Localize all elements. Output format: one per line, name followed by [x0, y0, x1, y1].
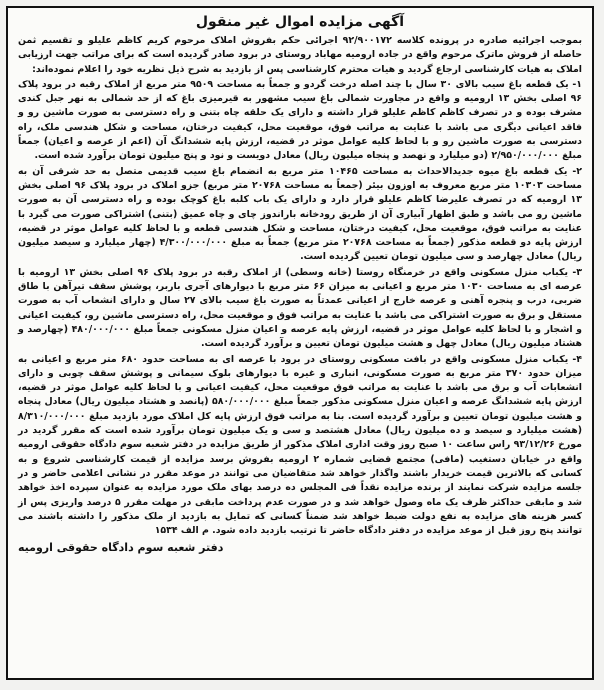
notice-item-2: ۲- یک قطعه باغ میوه جدیدالاحداث به مساحت ۱۰۴۶۵ متر مربع به انضمام باغ سیب قدیمی متصل به حد شرقی آن به مساحت ۱۰۳۰۳ متر مربع معروف به اوزون بیئر (جمعاً به مساحت ۲۰۷۶۸ متر مربع) جزو املاک در برود پلاک ۹۶ اصلی بخش ۱۳ ارومیه که در تصرف علیرضا کاظم علیلو قرار دارد و دارای یک باب کلبه باغ کوچک بوده و راه دسترسی آن به صورت ماشین رو می باشد و طبق اظهار آبیاری آن از طریق رودخانه باراندوز چای و چاه عمیق (بتنی) اشتراکی صورت می گیرد با عنایت به مراتب فوق، موقعیت محل، کیفیت درختان، مساحت و شکل هندسی قطعه و با لحاظ کلیه عوامل موثر در قضیه، ارزش پایه دو قطعه مذکور (جمعاً به مساحت ۲۰۷۶۸ متر مربع) جمعاً به مبلغ ۴/۳۰۰/۰۰۰/۰۰۰ (چهار میلیارد و سیصد میلیون ریال) معادل چهارصد و سی میلیون تومان تعیین گردیده است.: [18, 165, 583, 263]
notice-item-1: ۱- یک قطعه باغ سیب بالای ۳۰ سال با چند اصله درخت گردو و جمعاً به مساحت ۹۵۰۹ متر مربع از املاک رقبه در برود پلاک ۹۶ اصلی بخش ۱۳ ارومیه و واقع در مجاورت شمالی باغ سیب مشهور به قیرمیزی باغ که از حد شمالی به نهر جبل کندی مشرف بوده و در تصرف کاظم کاظم علیلو قرار داشته و دارای یک حلقه چاه بتنی و راه دسترسی به صورت ماشین رو و فاقد اعیانی دیگری می باشد با عنایت به مراتب فوق، موقعیت محل، کیفیت درختان، مساحت و شکل هندسی ملک، راه دسترسی به صورت ماشین رو و با لحاظ کلیه عوامل موثر در قضیه، ارزش پایه ششدانگ آن (اعم از عرصه و اعیان) جمعاً مبلغ ۲/۹۵۰/۰۰۰/۰۰۰ (دو میلیارد و نهصد و پنجاه میلیون ریال) معادل دویست و نود و پنج میلیون تومان برآورد شده است.: [18, 78, 583, 162]
notice-items: [18, 78, 582, 539]
notice-signature: دفتر شعبه سوم دادگاه حقوقی ارومیه: [18, 541, 224, 555]
notice-item-4: ۴- یکباب منزل مسکونی واقع در بافت مسکونی روستای در برود با عرصه ای به مساحت حدود ۶۸۰ متر مربع و اعیانی به میزان حدود ۳۷۰ متر مربع به صورت مسکونی، انباری و غیره با دیوارهای بلوک سیمانی و پوشش سقف چوبی و دارای انشعابات آب و برق می باشد با عنایت به مراتب فوق موقعیت محل، کیفیت اعیانی و با لحاظ کلیه عوامل موثر در قضیه، ارزش پایه ششدانگ عرصه و اعیان منزل مسکونی مذکور جمعاً مبلغ ۵۸۰/۰۰۰/۰۰۰ (پانصد و هشتاد میلیون ریال) معادل پنجاه و هشت میلیون تومان تعیین و برآورد گردیده است. بنا به مراتب فوق ارزش پایه کل املاک مورد بازدید مبلغ ۸/۳۱۰/۰۰۰/۰۰۰ (هشت میلیارد و سیصد و ده میلیون ریال) معادل هشتصد و سی و یک میلیون تومان برآورد شده است که مقرر گردید در مورخ ۹۳/۱۲/۲۶ راس ساعت ۱۰ صبح روز وقت اداری املاک مذکور از طریق مزایده در دفتر شعبه سوم دادگاه حقوقی ارومیه واقع در خیابان دستغیب (مافی) مجتمع قضایی شماره ۲ ارومیه بفروش برسد مزایده از قیمت کارشناسی شروع و به کسانی که بالاترین قیمت خریدار باشند واگذار خواهد شد متقاضیان می توانند در موعد مقرر در نشانی اعلامی حاضر و در جلسه مزایده شرکت نمایند از برنده مزایده نقداً فی المجلس ده درصد بهای ملک مورد مزایده به عنوان سپرده اخذ خواهد شد و مابقی حداکثر ظرف یک ماه وصول خواهد شد و در صورت عدم پرداخت مابقی در مهلت مقرر ۵ درصد واریزی پس از کسر هزینه های مزایده به نفع دولت ضبط خواهد شد ضمناً کسانی که تمایل به بازدید از ملک مذکور را داشته باشند می توانند پنج روز قبل از موعد مزایده در دفتر دادگاه حاضر تا ترتیب بازدید داده شود. م الف ۱۵۳۴: [18, 353, 583, 537]
notice-title: آگهی مزایده اموال غیر منقول: [195, 14, 405, 30]
notice-item-3: ۳- یکباب منزل مسکونی واقع در خرمنگاه روستا (خانه وسطی) از املاک رقبه در برود پلاک ۹۶ اصلی بخش ۱۳ ارومیه با عرصه ای به مساحت ۱۰۳۰ متر مربع و اعیانی به میزان ۶۶ متر مربع با دیوارهای آجری باربر، پوشش سقف تیرآهن با طاق ضربی، درب و پنجره آهنی و عرصه خارج از اعیانی عمدتاً به صورت باغ سیب بالای ۲۷ سال و دارای انشعاب آب به صورت مستقل و برق به صورت اشتراکی می باشد با عنایت به مراتب فوق و موقعیت محل، راه دسترسی ماشین رو، کیفیت اعیانی و اشجار و با لحاظ کلیه عوامل موثر در قضیه، ارزش پایه عرصه و اعیان منزل مسکونی جمعاً مبلغ ۴۸۰/۰۰۰/۰۰۰ (چهارصد و هشتاد میلیون ریال) معادل چهل و هشت میلیون تومان تعیین و برآورد گردیده است.: [18, 266, 583, 350]
auction-notice: [6, 6, 594, 680]
notice-intro: بموجب اجرائیه صادره در پرونده کلاسه ۹۲/۹۰۰۱۷۲ اجرائی حکم بفروش املاک مرحوم کریم کاظم علیلو و تقسیم ثمن حاصله از فروش ماترک مرحوم واقع در جاده ارومیه مهاباد روستای در برود صادر گردیده است که برای مراتب جهت ارزیابی املاک به هیات کارشناسی ارجاع گردید و هیات محترم کارشناسی پس از بازدید به شرح ذیل نظریه خود را اعلام نموده‌اند:: [18, 35, 582, 75]
